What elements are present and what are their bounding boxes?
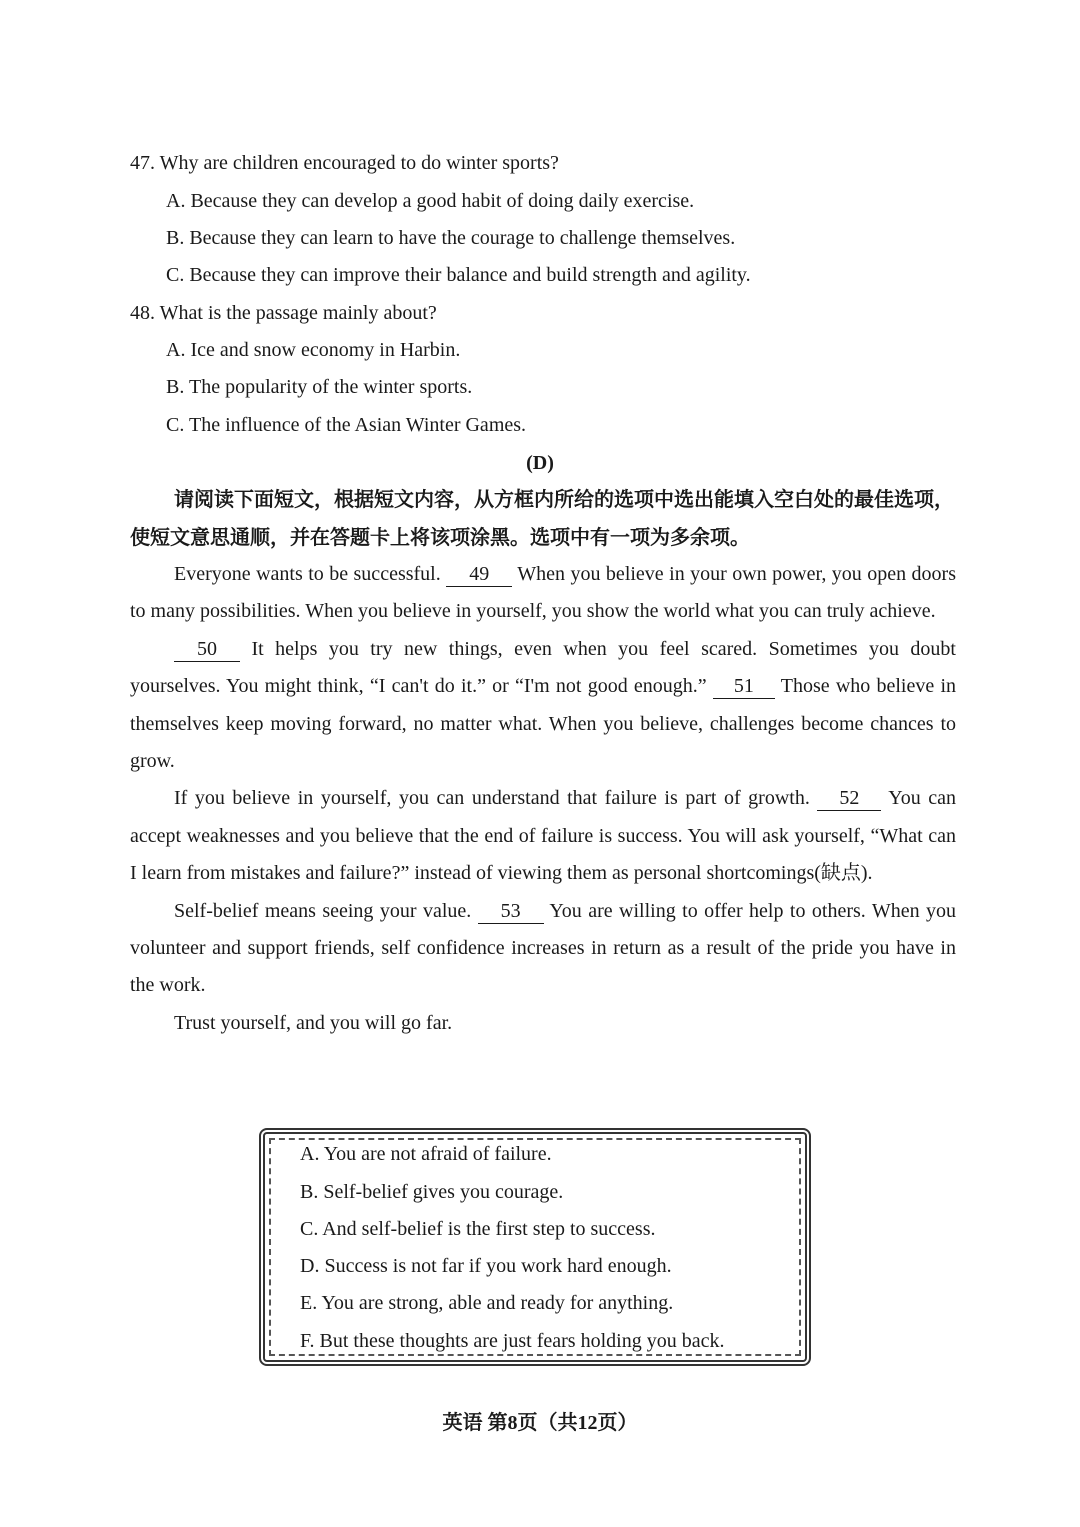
paragraph-4-start: Self-belief means seeing your value. [174,899,472,922]
question-47-option-a: A. Because they can develop a good habit of doing daily exercise. [166,190,695,212]
box-option-a: A. You are not afraid of failure. [300,1143,552,1165]
paragraph-4-end: You are willing to offer help to others. When you volunteer and support friends, self confidence increases in return as a result of the pride you have in the work. [130,899,956,997]
passage [130,556,956,1042]
question-48-stem: 48. What is the passage mainly about? [130,302,437,324]
paragraph-1-start: Everyone wants to be successful. [174,563,441,585]
blank-49: 49 [446,562,512,587]
box-option-f: F. But these thoughts are just fears holding you back. [300,1330,725,1352]
blank-53: 53 [478,899,544,924]
paragraph-5: Trust yourself, and you will go far. [174,1011,453,1034]
section-instruction: 请阅读下面短文，根据短文内容，从方框内所给的选项中选出能填入空白处的最佳选项，使短文意思通顺，并在答题卡上将该项涂黑。选项中有一项为多余项。 [130,489,954,549]
paragraph-3-start: If you believe in yourself, you can understand that failure is part of growth. [174,787,810,810]
paragraph-3 [130,780,956,892]
question-48-option-c: C. The influence of the Asian Winter Games. [166,414,527,436]
question-48-option-a: A. Ice and snow economy in Harbin. [166,339,461,361]
question-47-stem: 47. Why are children encouraged to do winter sports? [130,152,559,174]
paragraph-2-end: Those who believe in themselves keep moving forward, no matter what. When you believe, challenges become chances to grow. [130,675,957,773]
box-option-e: E. You are strong, able and ready for anything. [300,1292,674,1314]
box-option-c: C. And self-belief is the first step to success. [300,1218,656,1240]
paragraph-2 [130,631,956,781]
blank-51: 51 [713,674,775,699]
question-47-option-b: B. Because they can learn to have the courage to challenge themselves. [166,227,736,249]
paragraph-3-end: You can accept weaknesses and you believe that the end of failure is success. You will ask yourself, “What can I learn from mistakes and failure?” instead of viewing them as personal shortcomings(缺点). [130,787,957,885]
question-48-option-b: B. The popularity of the winter sports. [166,376,473,398]
section-title: (D) [526,452,554,474]
box-option-d: D. Success is not far if you work hard enough. [300,1255,672,1277]
paragraph-4 [130,893,956,1005]
page-footer: 英语 第8页（共12页） [442,1412,638,1434]
blank-52: 52 [817,786,881,811]
paragraph-1-end: When you believe in your own power, you open doors to many possibilities. When you believe in yourself, you show the world what you can truly achieve. [130,563,956,623]
paragraph-2-start: It helps you try new things, even when you feel scared. Sometimes you doubt yourselves. You might think, “I can't do it.” or “I'm not good enough.” [130,637,956,698]
paragraph-1 [130,556,956,631]
box-option-b: B. Self-belief gives you courage. [300,1181,564,1203]
question-47-option-c: C. Because they can improve their balance and build strength and agility. [166,264,751,286]
blank-50: 50 [174,637,240,662]
